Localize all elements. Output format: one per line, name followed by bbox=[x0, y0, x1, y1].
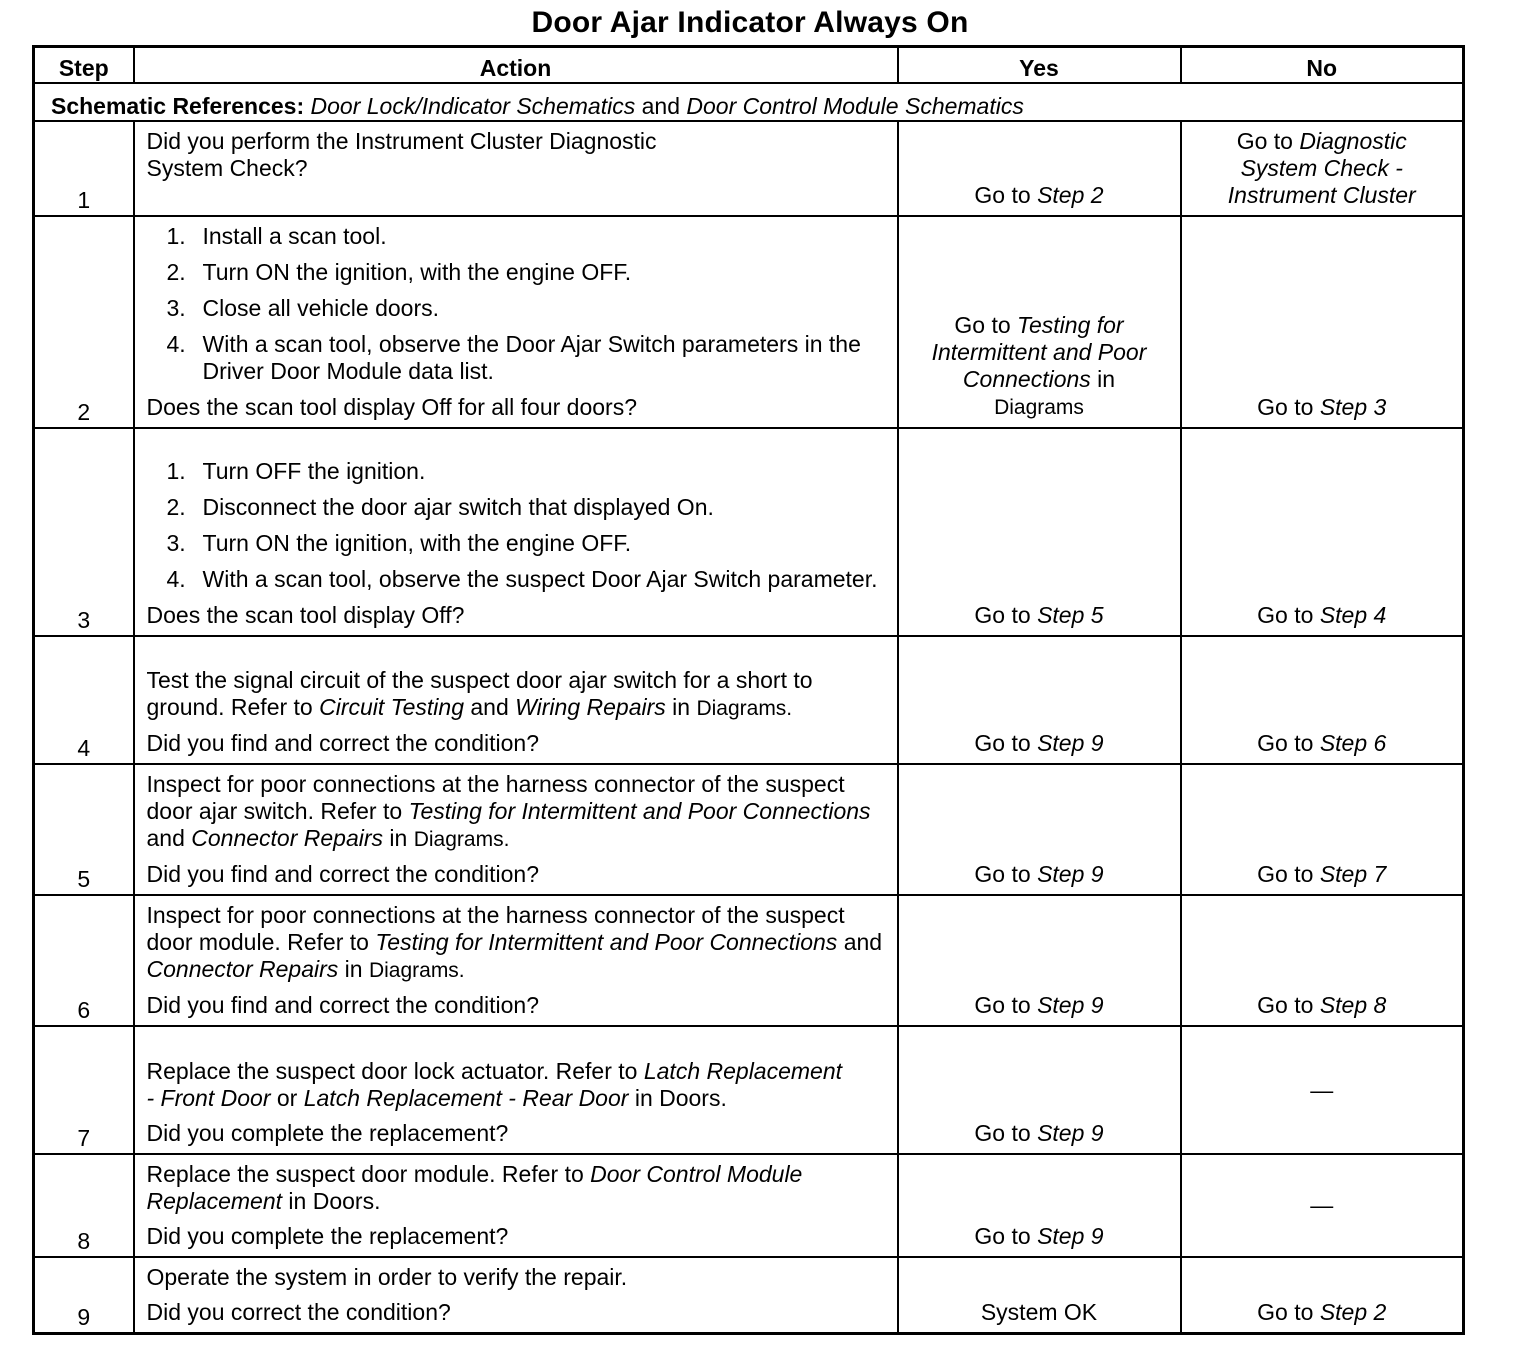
action-text: Operate the system in order to verify the repair. bbox=[146, 1264, 628, 1290]
no-prefix: Go to bbox=[1257, 602, 1320, 628]
substep-item: 3. Close all vehicle doors. bbox=[166, 295, 440, 321]
step-number: 1 bbox=[34, 121, 134, 216]
action-cell bbox=[134, 121, 898, 216]
table-row bbox=[34, 1026, 1464, 1154]
action-text: Inspect for poor connections at the harness connector of the suspect door ajar switch. Refer to Testing for Intermittent and Poor Connections and Connector Repairs in Diagrams. bbox=[146, 771, 871, 851]
action-text: Test the signal circuit of the suspect door ajar switch for a short to ground. Refer to Circuit Testing and Wiring Repairs in Diagrams. bbox=[146, 667, 813, 720]
step-number: 6 bbox=[34, 895, 134, 1026]
no-prefix: Go to bbox=[1236, 128, 1300, 154]
no-link[interactable]: Step 4 bbox=[1319, 602, 1387, 628]
question-text: Did you correct the condition? bbox=[146, 1299, 451, 1325]
no-prefix: Go to bbox=[1257, 992, 1320, 1018]
yes-prefix: Go to bbox=[974, 1223, 1038, 1249]
yes-prefix: Go to bbox=[954, 312, 1018, 338]
step-number: 8 bbox=[34, 1154, 134, 1257]
substep-item: 4. With a scan tool, observe the Door Ajar Switch parameters in the Driver Door Module data list. bbox=[166, 331, 861, 384]
step-number: 3 bbox=[34, 428, 134, 636]
yes-doc: Diagrams bbox=[994, 396, 1084, 419]
reference-link[interactable]: Circuit Testing bbox=[319, 694, 464, 720]
header-no: No bbox=[1181, 47, 1464, 84]
yes-link[interactable]: Intermittent and Poor bbox=[931, 339, 1147, 365]
substep-list bbox=[147, 223, 885, 385]
reference-link[interactable]: Testing for Intermittent and Poor Connections bbox=[408, 798, 871, 824]
no-prefix: Go to bbox=[1257, 861, 1320, 887]
no-cell: — bbox=[1181, 1026, 1464, 1154]
reference-link[interactable]: Door Control Module Replacement bbox=[146, 1161, 803, 1214]
action-cell bbox=[134, 1026, 898, 1154]
no-cell bbox=[1181, 121, 1464, 216]
substep-item: 4. With a scan tool, observe the suspect Door Ajar Switch parameter. bbox=[166, 566, 878, 592]
schematic-ref-1[interactable]: Door Lock/Indicator Schematics bbox=[310, 93, 636, 119]
yes-cell bbox=[898, 895, 1181, 1026]
no-link[interactable]: System Check - bbox=[1240, 155, 1403, 181]
yes-prefix: Go to bbox=[974, 992, 1038, 1018]
action-cell bbox=[134, 764, 898, 895]
action-text: Replace the suspect door module. Refer to Door Control Module Replacement in Doors. bbox=[146, 1161, 803, 1214]
no-prefix: Go to bbox=[1257, 730, 1320, 756]
no-link[interactable]: Step 8 bbox=[1319, 992, 1387, 1018]
no-prefix: Go to bbox=[1257, 1299, 1320, 1325]
schematic-and: and bbox=[641, 93, 680, 119]
yes-cell bbox=[898, 636, 1181, 764]
action-cell bbox=[134, 428, 898, 636]
header-action: Action bbox=[134, 47, 898, 84]
yes-link[interactable]: Connections bbox=[962, 366, 1091, 392]
header-row bbox=[34, 47, 1464, 84]
no-prefix: Go to bbox=[1257, 394, 1320, 420]
yes-cell bbox=[898, 1154, 1181, 1257]
no-cell: — bbox=[1181, 1154, 1464, 1257]
diagnostic-table bbox=[32, 45, 1465, 1335]
no-cell bbox=[1181, 428, 1464, 636]
schematic-label: Schematic References: bbox=[51, 93, 305, 119]
header-yes: Yes bbox=[898, 47, 1181, 84]
no-cell bbox=[1181, 764, 1464, 895]
schematic-ref-2[interactable]: Door Control Module Schematics bbox=[686, 93, 1024, 119]
step-number: 7 bbox=[34, 1026, 134, 1154]
no-link[interactable]: Step 2 bbox=[1319, 1299, 1387, 1325]
table-row bbox=[34, 764, 1464, 895]
table-row bbox=[34, 636, 1464, 764]
yes-prefix: Go to bbox=[974, 182, 1038, 208]
yes-link[interactable]: Step 2 bbox=[1037, 182, 1104, 208]
page-title: Door Ajar Indicator Always On bbox=[531, 6, 969, 39]
question-text: Does the scan tool display Off for all four doors? bbox=[146, 394, 638, 420]
no-link[interactable]: Step 3 bbox=[1319, 394, 1387, 420]
yes-prefix: Go to bbox=[974, 861, 1038, 887]
yes-link[interactable]: Step 5 bbox=[1037, 602, 1104, 628]
substep-item: 3. Turn ON the ignition, with the engine OFF. bbox=[166, 530, 632, 556]
yes-prefix: Go to bbox=[974, 602, 1038, 628]
action-text: Replace the suspect door lock actuator. Refer to Latch Replacement - Front Door or Latch Replacement - Rear Door in Doors. bbox=[146, 1058, 843, 1111]
yes-cell: System OK bbox=[898, 1257, 1181, 1334]
reference-link[interactable]: Wiring Repairs bbox=[515, 694, 666, 720]
action-text: Inspect for poor connections at the harness connector of the suspect door module. Refer to Testing for Intermittent and Poor Connections and Connector Repairs in Diagrams. bbox=[146, 902, 883, 982]
table-row bbox=[34, 895, 1464, 1026]
action-cell bbox=[134, 1154, 898, 1257]
action-cell bbox=[134, 895, 898, 1026]
schematic-row bbox=[34, 83, 1464, 121]
reference-link[interactable]: Latch Replacement - Rear Door bbox=[303, 1085, 629, 1111]
schematic-references bbox=[34, 83, 1464, 121]
no-cell bbox=[1181, 216, 1464, 428]
yes-cell bbox=[898, 1026, 1181, 1154]
no-cell bbox=[1181, 636, 1464, 764]
substep-item: 1. Install a scan tool. bbox=[166, 223, 387, 249]
yes-link[interactable]: Step 9 bbox=[1037, 861, 1104, 887]
yes-suffix: in bbox=[1090, 366, 1116, 392]
yes-link[interactable]: Step 9 bbox=[1037, 730, 1104, 756]
yes-link[interactable]: Step 9 bbox=[1037, 1120, 1104, 1146]
substep-item: 2. Disconnect the door ajar switch that displayed On. bbox=[166, 494, 714, 520]
table-row bbox=[34, 216, 1464, 428]
question-text: Did you find and correct the condition? bbox=[146, 992, 540, 1018]
reference-link[interactable]: Connector Repairs bbox=[191, 825, 384, 851]
table-row bbox=[34, 1257, 1464, 1334]
step-number: 5 bbox=[34, 764, 134, 895]
yes-cell bbox=[898, 764, 1181, 895]
question-text: Did you complete the replacement? bbox=[146, 1223, 509, 1249]
yes-prefix: Go to bbox=[974, 1120, 1038, 1146]
substep-list bbox=[147, 458, 885, 593]
yes-cell bbox=[898, 216, 1181, 428]
substep-item: 2. Turn ON the ignition, with the engine OFF. bbox=[166, 259, 632, 285]
question-text: Did you complete the replacement? bbox=[146, 1120, 509, 1146]
no-cell bbox=[1181, 895, 1464, 1026]
no-link[interactable]: Step 7 bbox=[1319, 861, 1387, 887]
step-number: 9 bbox=[34, 1257, 134, 1334]
no-cell bbox=[1181, 1257, 1464, 1334]
action-cell bbox=[134, 216, 898, 428]
table-row bbox=[34, 1154, 1464, 1257]
action-text: Did you perform the Instrument Cluster Diagnostic System Check? bbox=[146, 128, 657, 181]
action-cell bbox=[134, 636, 898, 764]
yes-cell bbox=[898, 121, 1181, 216]
step-number: 4 bbox=[34, 636, 134, 764]
step-number: 2 bbox=[34, 216, 134, 428]
no-link[interactable]: Instrument Cluster bbox=[1227, 182, 1416, 208]
question-text: Did you find and correct the condition? bbox=[146, 861, 540, 887]
yes-prefix: Go to bbox=[974, 730, 1038, 756]
yes-link[interactable]: Step 9 bbox=[1037, 992, 1104, 1018]
action-cell bbox=[134, 1257, 898, 1334]
question-text: Did you find and correct the condition? bbox=[146, 730, 540, 756]
no-link[interactable]: Diagnostic bbox=[1299, 128, 1407, 154]
reference-link[interactable]: Connector Repairs bbox=[146, 956, 339, 982]
substep-item: 1. Turn OFF the ignition. bbox=[166, 458, 426, 484]
yes-link[interactable]: Testing for bbox=[1017, 312, 1124, 338]
table-row bbox=[34, 121, 1464, 216]
yes-cell bbox=[898, 428, 1181, 636]
reference-link[interactable]: Testing for Intermittent and Poor Connections bbox=[375, 929, 838, 955]
header-step: Step bbox=[34, 47, 134, 84]
yes-link[interactable]: Step 9 bbox=[1037, 1223, 1104, 1249]
question-text: Does the scan tool display Off? bbox=[146, 602, 465, 628]
reference-link[interactable]: Latch Replacement - Front Door bbox=[146, 1058, 843, 1111]
no-link[interactable]: Step 6 bbox=[1319, 730, 1387, 756]
table-row bbox=[34, 428, 1464, 636]
